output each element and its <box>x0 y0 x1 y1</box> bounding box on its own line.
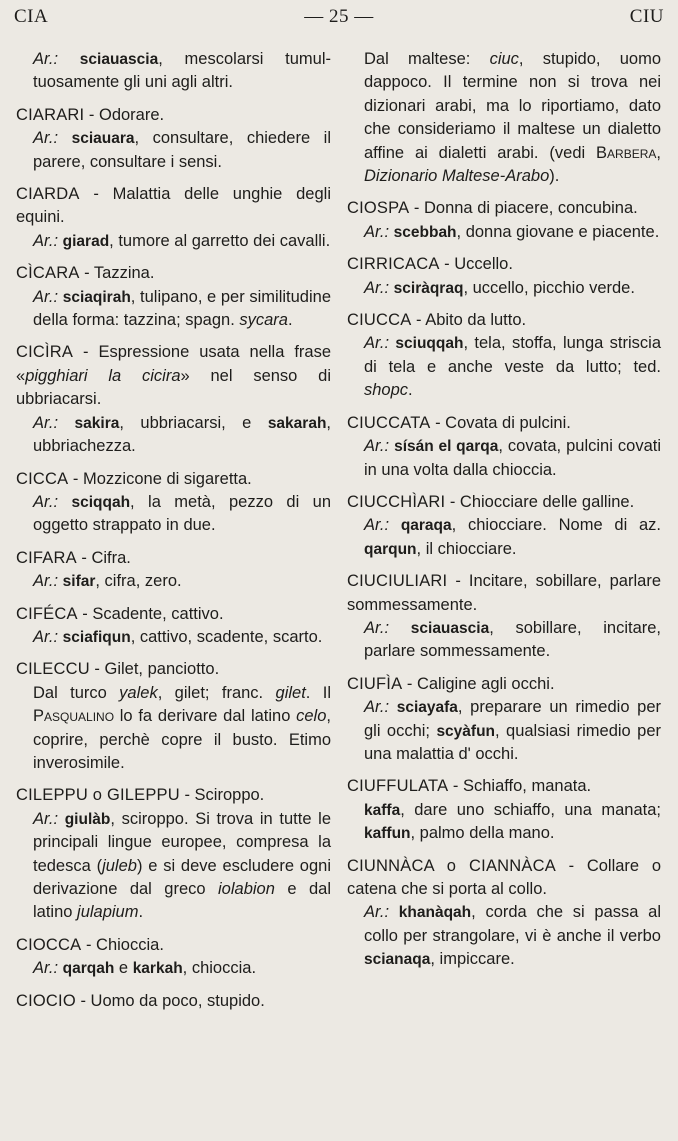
arabic-word: sciauara <box>71 130 135 148</box>
definition-text: . Il <box>305 683 331 702</box>
definition-text: , chioccia. <box>182 959 257 978</box>
arabic-word: sifar <box>62 573 96 591</box>
definition: - Chiocciare delle galline. <box>445 492 635 511</box>
headword: CIUCCATA <box>347 413 431 432</box>
definition-text: . <box>287 311 293 330</box>
running-head <box>14 6 664 32</box>
ar-label: Ar.: <box>364 903 399 922</box>
arabic-word: sciauascia <box>79 51 159 68</box>
italic-word: shopc <box>364 381 409 400</box>
ar-label: Ar.: <box>33 572 63 591</box>
entry-ciuciuliari <box>347 570 661 664</box>
italic-word: ciuc <box>489 50 519 68</box>
arabic-word: giarad <box>62 232 110 250</box>
entry-ciarda <box>16 183 331 253</box>
arabic-word: qaraqa <box>400 517 452 535</box>
headword: CIOCIO <box>16 991 76 1010</box>
entry-cicca <box>16 468 331 538</box>
definition-text: , cifra, zero. <box>95 572 182 591</box>
arabic-word: scebbah <box>393 223 457 241</box>
definition: - Malattia delle unghie degli equini. <box>16 185 331 227</box>
definition-text: Dal turco <box>33 683 120 702</box>
definition-text: , tela, stoffa, lunga striscia di tela e anche veste da lutto; ted. <box>364 334 662 376</box>
entry-ciuffulata <box>347 775 661 845</box>
definition-text: , impiccare. <box>430 950 515 969</box>
definition-text: , chiocciare. Nome di az. <box>451 516 661 535</box>
definition: - Schiaffo, manata. <box>448 777 592 796</box>
definition-text: , tulipano, e per similitudine della forma: tazzina; spagn. <box>33 287 331 330</box>
ar-label: Ar.: <box>33 627 63 646</box>
definition: - Chioccia. <box>81 935 164 954</box>
italic-phrase: pigghiari la cicira <box>25 366 181 385</box>
arabic-word: qarqun <box>364 540 417 558</box>
left-column <box>16 48 331 1022</box>
definition-text: . <box>408 381 413 400</box>
arabic-word: kaffun <box>364 825 411 843</box>
right-column <box>347 48 661 981</box>
definition: - Odorare. <box>84 105 165 124</box>
arabic-word: giulàb <box>64 810 111 828</box>
entry-ciuccata <box>347 412 661 482</box>
definition: - Cifra. <box>76 548 131 567</box>
entry-ciufia <box>347 673 661 767</box>
definition-text: , uccello, picchio verde. <box>463 278 635 297</box>
arabic-word: sciuqqah <box>395 335 464 353</box>
definition-text: , dare uno schiaffo, una manata; <box>400 800 661 819</box>
entry-ciunnaca <box>347 855 661 972</box>
definition: - Abito da lutto. <box>411 311 527 330</box>
definition-text: , palmo della mano. <box>410 824 555 843</box>
entry-ciucchiari <box>347 491 661 561</box>
definition: - Incitare, sobillare, parlare sommessamente. <box>347 572 661 614</box>
ar-label: Ar.: <box>364 698 397 717</box>
headword: CILEPPU o GILEPPU <box>16 786 180 805</box>
definition-text: Dal maltese: <box>364 50 490 68</box>
definition-text: , mescolarsi tumul- <box>158 50 331 68</box>
definition: - Uomo da poco, stupido. <box>75 991 265 1010</box>
arabic-word: sciayafa <box>396 699 458 717</box>
definition-text: , cattivo, scadente, scarto. <box>130 627 323 646</box>
arabic-word: sakira <box>74 414 120 432</box>
definition-text: , gilet; franc. <box>157 683 276 702</box>
definition: - Uccello. <box>439 255 513 274</box>
entry-ciocio <box>16 990 331 1013</box>
definition-text: , sciroppo. Si trova in tutte le principali lingue europee, compresa la tedesca ( <box>33 809 331 875</box>
arabic-word: sciauascia <box>410 619 490 637</box>
ar-label: Ar.: <box>33 413 75 432</box>
headword: CIUFFULATA <box>347 777 449 796</box>
entry-cileccu <box>16 658 331 775</box>
definition-text: , la metà, pezzo di un oggetto strappato in due. <box>33 492 332 535</box>
headword: CIRRICACA <box>347 255 440 274</box>
headword: CIUCCA <box>347 311 412 330</box>
definition-text: , corda che si passa al collo per strangolare, vi è anche il verbo <box>364 903 662 945</box>
ar-label: Ar.: <box>364 516 401 535</box>
definition-text: , tumore al garretto dei cavalli. <box>109 231 331 250</box>
italic-word: julapium <box>77 903 139 922</box>
italic-word: yalek <box>119 683 158 702</box>
ar-label: Ar.: <box>33 959 63 978</box>
italic-word: sycara <box>239 311 288 330</box>
definition-text: , sobillare, incitare, parlare sommessamente. <box>364 618 662 661</box>
headword: CIARDA <box>16 185 80 204</box>
author-name: Pasqualino <box>33 707 115 726</box>
entry-cileppu <box>16 784 331 924</box>
italic-word: iolabion <box>218 880 275 898</box>
definition-text: , <box>656 143 661 162</box>
definition: - Collare o catena che si porta al collo. <box>347 856 661 898</box>
headword: CIOCCA <box>16 935 82 954</box>
entry-cirricaca <box>347 253 661 300</box>
definition-text: , il chiocciare. <box>416 539 517 558</box>
ar-label: Ar.: <box>364 278 394 297</box>
definition: - Caligine agli occhi. <box>402 674 555 693</box>
headword: CIFÉCA <box>16 604 78 623</box>
entry-ciucca <box>347 309 661 403</box>
entry-ciocio-continuation <box>347 48 661 188</box>
arabic-word: sciaqirah <box>62 288 131 306</box>
definition: - Espressione usata nella frase « <box>16 343 331 385</box>
ar-label: Ar.: <box>364 437 395 456</box>
italic-word: juleb <box>102 856 137 875</box>
ar-label: Ar.: <box>364 222 394 241</box>
definition-text: , ubbriachezza. <box>33 413 332 456</box>
entry-ciarari <box>16 104 331 174</box>
entry-ciocca <box>16 934 331 981</box>
arabic-word: karkah <box>132 960 183 978</box>
ar-label: Ar.: <box>33 287 63 306</box>
definition: - Gilet, panciotto. <box>89 660 220 679</box>
header-right-guideword: CIU <box>629 6 664 27</box>
ar-label: Ar.: <box>33 50 80 68</box>
definition-text: e <box>114 959 133 978</box>
definition-text: , consultare, chiedere il parere, consultare i sensi. <box>33 129 331 171</box>
arabic-word: scyàfun <box>436 722 496 740</box>
arabic-word: sísán el qarqa <box>394 438 499 456</box>
headword: CÌCARA <box>16 264 80 283</box>
entry-continuation <box>16 48 331 95</box>
definition-text: e dal latino <box>33 880 331 922</box>
definition-text: , preparare un rimedio per gli occhi; <box>364 698 661 740</box>
headword: CIOSPA <box>347 199 410 218</box>
entry-cicira <box>16 341 331 458</box>
definition: » nel senso di ubbriacarsi. <box>16 366 331 409</box>
arabic-word: sakarah <box>267 414 327 432</box>
definition: - Covata di pulcini. <box>430 413 571 432</box>
headword: CIUCCHÌARI <box>347 492 446 511</box>
italic-word: gilet <box>275 683 306 702</box>
headword: CIFARA <box>16 548 77 567</box>
ar-label: Ar.: <box>33 492 72 511</box>
definition-text: , coprire, perchè copre il busto. Etimo inverosimile. <box>33 707 331 772</box>
definition-text: , qualsiasi rimedio per una malattia d' occhi. <box>364 721 661 763</box>
arabic-word: sciqqah <box>71 493 131 511</box>
definition-text: , covata, pulcini covati in una volta dalla chioccia. <box>364 437 662 479</box>
ar-label: Ar.: <box>33 231 63 250</box>
definition: - Donna di piacere, concubina. <box>409 199 638 218</box>
definition-text: lo fa derivare dal latino <box>114 707 297 726</box>
ar-label: Ar.: <box>364 618 411 637</box>
headword: CIUNNÀCA o CIANNÀCA <box>347 856 556 875</box>
definition-text: , stupido, uomo dappoco. Il termine non si trova nei dizionari arabi, ma lo riportiamo, dato che consideriamo il maltese un dialetto affine ai dialetti arabi. (vedi <box>364 50 661 162</box>
entry-cicara <box>16 262 331 332</box>
arabic-word: sciafiqun <box>62 628 131 646</box>
headword: CICCA <box>16 469 69 488</box>
headword: CIUCIULIARI <box>347 572 448 591</box>
definition: - Tazzina. <box>79 264 155 283</box>
arabic-word: khanàqah <box>398 904 472 922</box>
ar-label: Ar.: <box>33 809 65 828</box>
definition: - Mozzicone di sigaretta. <box>68 469 252 488</box>
entry-cifara <box>16 547 331 594</box>
definition: - Sciroppo. <box>179 786 265 805</box>
definition-text: , ubbriacarsi, e <box>119 413 268 432</box>
definition-text: ) e si deve escludere ogni derivazione dal greco <box>33 856 331 898</box>
definition-text: tuosamente gli uni agli altri. <box>33 73 233 92</box>
entry-ciospa <box>347 197 661 244</box>
headword: CIARARI <box>16 105 85 124</box>
arabic-word: qarqah <box>62 960 115 978</box>
entry-cifeca <box>16 603 331 650</box>
author-name: Barbera <box>596 143 657 162</box>
definition-text: , donna giovane e piacente. <box>456 222 660 241</box>
headword: CIUFÌA <box>347 674 403 693</box>
page-number: — 25 — <box>304 6 374 27</box>
ar-label: Ar.: <box>33 129 72 148</box>
definition-text: ). <box>549 167 560 186</box>
arabic-word: sciràqraq <box>393 279 464 297</box>
italic-word: celo <box>296 707 327 726</box>
ar-label: Ar.: <box>364 334 396 353</box>
headword: CILECCU <box>16 660 90 679</box>
header-left-guideword: CIA <box>14 6 49 27</box>
definition-text: . <box>138 903 144 922</box>
definition: - Scadente, cattivo. <box>77 604 224 623</box>
headword: CICÌRA <box>16 343 74 362</box>
arabic-word: kaffa <box>364 801 401 819</box>
arabic-word: scianaqa <box>364 951 431 969</box>
italic-title: Dizionario Maltese-Arabo <box>364 167 550 186</box>
